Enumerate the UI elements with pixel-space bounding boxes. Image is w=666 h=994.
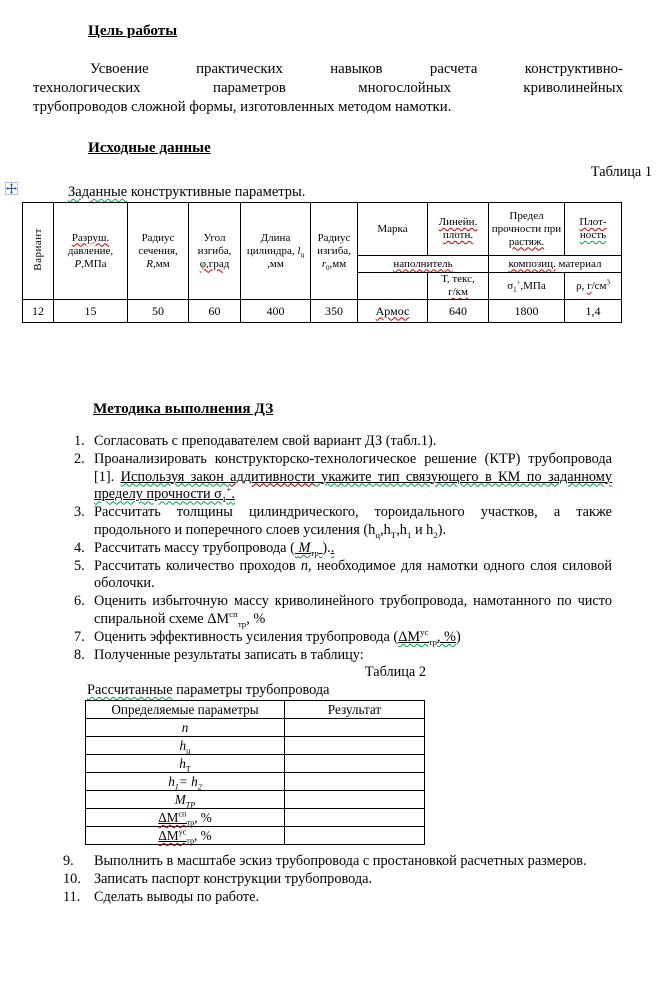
header-defined-params: Определяемые параметры xyxy=(86,700,285,718)
list-item: 1. Согласовать с преподавателем свой вариант ДЗ (табл.1). xyxy=(74,433,437,449)
method-heading: Методика выполнения ДЗ xyxy=(93,400,274,417)
result-cell[interactable] xyxy=(285,772,425,790)
param-cell: $М_{ТР}$ xyxy=(86,790,285,808)
table1-title: Заданные конструктивные параметры. xyxy=(68,184,306,200)
table-move-anchor-icon[interactable] xyxy=(5,182,18,195)
result-cell[interactable] xyxy=(285,736,425,754)
header-density: Плот- ность xyxy=(565,203,622,256)
cell-radius-section: 50 xyxy=(128,300,189,323)
param-cell: $h_1= h_2$ xyxy=(86,772,285,790)
param-cell: $\Delta М^{ус}_{тр}$, % xyxy=(86,826,285,844)
parameters-table xyxy=(22,202,622,323)
table2-title: Рассчитанные параметры трубопровода xyxy=(87,682,330,699)
cell-tex: 640 xyxy=(428,300,489,323)
param-cell: $h_Т$ xyxy=(86,754,285,772)
list-item: 4. Рассчитать массу трубопровода ( $М_{тр}$ ).. xyxy=(74,539,335,558)
header-composite: композиц. материал xyxy=(489,256,622,273)
list-item: 9. Выполнить в масштабе эскиз трубопровода с простановкой расчетных размеров. xyxy=(63,852,587,869)
result-cell[interactable] xyxy=(285,718,425,736)
table-row xyxy=(86,790,425,808)
top-section xyxy=(33,0,652,200)
header-filler: наполнитель xyxy=(358,256,489,273)
header-linear-density: Линейн. плотн. xyxy=(428,203,489,256)
paragraph-line: технологических параметров многослойных криволинейных xyxy=(33,80,623,96)
table-row xyxy=(86,718,425,736)
header-sigma: $\sigma_1^+,МПа$ xyxy=(489,273,565,300)
cell-pressure: 15 xyxy=(54,300,128,323)
results-table xyxy=(85,700,425,845)
param-cell: n xyxy=(86,718,285,736)
cell-rho: 1,4 xyxy=(565,300,622,323)
method-list xyxy=(74,433,612,664)
header-pressure: Разруш. давление, Р,МПа xyxy=(54,203,128,300)
table2-caption: Таблица 2 xyxy=(364,664,426,681)
method-final-list xyxy=(63,853,612,906)
result-cell[interactable] xyxy=(285,790,425,808)
param-cell: $h_ц$ xyxy=(86,736,285,754)
result-cell[interactable] xyxy=(285,826,425,844)
header-tensile-strength: Предел прочности при растяж. xyxy=(489,203,565,256)
result-cell[interactable] xyxy=(285,808,425,826)
table-row xyxy=(86,826,425,844)
table-row xyxy=(86,808,425,826)
list-item: 6. Оценить избыточную массу криволинейного трубопровода, намотанного по чисто спиральной схеме $\Delta М^{сп}_{тр}$, % xyxy=(74,593,612,629)
list-item: 2. Проанализировать конструкторско-технологическое решение (КТР) трубопровода [1]. Используя закон аддитивности укажите тип связующего в КМ по заданному пределу прочности $\sigma_1^+$. xyxy=(74,450,612,505)
table1-caption: Таблица 1 xyxy=(590,164,652,180)
table-row xyxy=(86,700,425,718)
header-radius-section: Радиус сечения, R,мм xyxy=(128,203,189,300)
cell-cyl-length: 400 xyxy=(241,300,311,323)
header-tex: Т, текс, г/км xyxy=(428,273,489,300)
result-cell[interactable] xyxy=(285,754,425,772)
header-bend-angle: Угол изгиба, φ,град xyxy=(189,203,241,300)
header-brand: Марка xyxy=(358,203,428,256)
table-row xyxy=(86,754,425,772)
header-result: Результат xyxy=(285,700,425,718)
header-empty-cell xyxy=(358,273,428,300)
paragraph-line: трубопроводов сложной формы, изготовленных методом намотки. xyxy=(33,99,452,115)
table-row xyxy=(86,772,425,790)
header-rho: ρ, $г/см^3$ xyxy=(565,273,622,300)
cell-sigma: 1800 xyxy=(489,300,565,323)
header-cyl-length: Длина цилиндра, $l_ц$ ,мм xyxy=(241,203,311,300)
table-row xyxy=(23,300,622,323)
header-variant: Вариант xyxy=(23,203,54,300)
cell-variant: 12 xyxy=(23,300,54,323)
header-bend-radius: Радиус изгиба, $r_0,мм$ xyxy=(311,203,358,300)
goal-heading: Цель работы xyxy=(88,22,178,39)
move-arrows-icon xyxy=(6,183,17,194)
cell-bend-radius: 350 xyxy=(311,300,358,323)
cell-bend-angle: 60 xyxy=(189,300,241,323)
goal-paragraph xyxy=(33,60,623,117)
table-row xyxy=(86,736,425,754)
list-item: 5. Рассчитать количество проходов n, необходимое для намотки одного слоя силовой оболочки. xyxy=(74,557,612,592)
paragraph-line: Усвоение практических навыков расчета конструктивно- xyxy=(90,61,623,77)
list-item: 10. Записать паспорт конструкции трубопровода. xyxy=(63,870,373,887)
inputs-heading: Исходные данные xyxy=(88,139,211,156)
list-item: 8. Полученные результаты записать в таблицу: xyxy=(74,646,364,663)
list-item: 7. Оценить эффективность усиления трубопровода ($\Delta М^{ус}_{тр}$, %) xyxy=(74,627,461,647)
method-section xyxy=(63,400,612,906)
cell-brand: Армос xyxy=(358,300,428,323)
param-cell: $\Delta М^{сп}_{тр}$, % xyxy=(86,808,285,826)
list-item: 3. Рассчитать толщины цилиндрического, тороидального участков, а также продольного и поперечного слоев усиления ($h_ц,h_Т,h_1$ и $h_2$). xyxy=(74,504,612,540)
list-item: 11. Сделать выводы по работе. xyxy=(63,888,260,905)
